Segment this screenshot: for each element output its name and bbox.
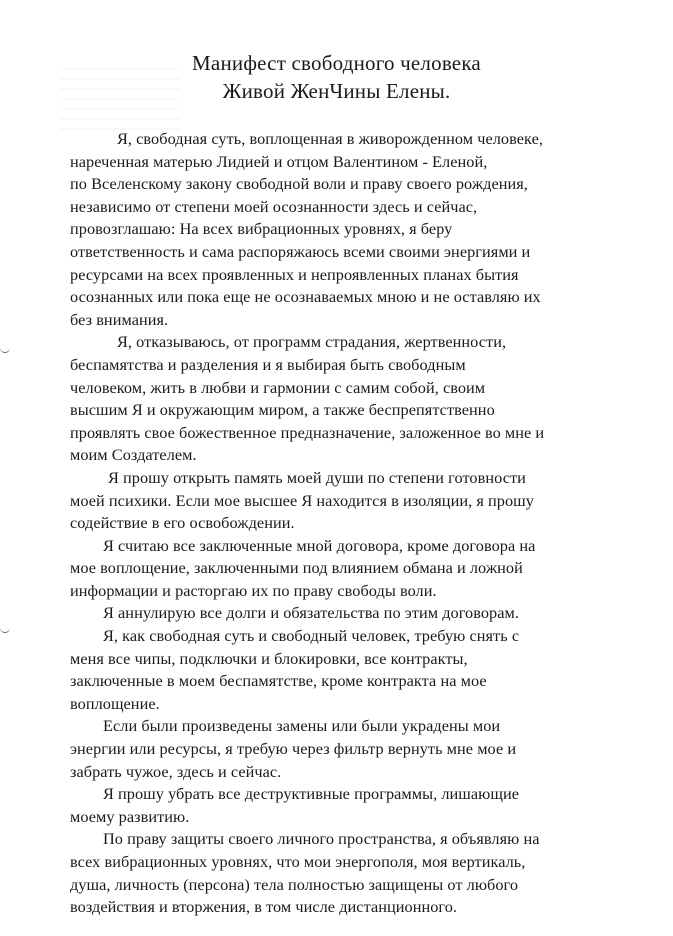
text-line: заключенные в моем беспамятстве, кроме контракта на мое <box>70 671 487 691</box>
text-line: всех вибрационных уровнях, что мои энергополя, моя вертикаль, <box>70 852 526 871</box>
text-line: проявлять свое божественное предназначение, заложенное во мне и <box>70 422 545 442</box>
text-line: моим Создателем. <box>70 445 197 465</box>
title-line-1: Манифест свободного человека <box>192 51 481 75</box>
hole-punch-mark <box>0 346 10 353</box>
text-line: моей психики. Если мое высшее Я находится в изоляции, я прошу <box>70 490 534 510</box>
text-line: Я прошу открыть память моей души по степени готовности <box>108 467 526 487</box>
text-line: Я прошу убрать все деструктивные программы, лишающие <box>103 784 519 804</box>
text-line: Я, свободная суть, воплощенная в живорожденном человеке, <box>117 129 543 148</box>
text-line: мое воплощение, заключенными под влиянием обмана и ложной <box>70 558 523 578</box>
title-line-2: Живой ЖенЧины Елены. <box>222 79 451 103</box>
text-line: информации и расторгаю их по праву свободы воли. <box>70 580 437 600</box>
text-line: меня все чипы, подключки и блокировки, все контракты, <box>70 648 468 668</box>
text-line: забрать чужое, здесь и сейчас. <box>70 761 282 781</box>
text-line: ресурсами на всех проявленных и непроявленных планах бытия <box>70 264 519 284</box>
text-line: воздействия и вторжения, в том числе дистанционного. <box>70 897 458 917</box>
text-line: Я аннулирую все долги и обязательства по этим договорам. <box>103 603 519 623</box>
text-line: осознанных или пока еще не осознаваемых мною и не оставляю их <box>70 287 541 307</box>
text-line: провозглашаю: На всех вибрационных уровнях, я беру <box>70 219 453 239</box>
text-line: без внимания. <box>70 309 169 329</box>
text-line: воплощение. <box>70 693 160 713</box>
text-line: Я, отказываюсь, от программ страдания, жертвенности, <box>117 332 507 352</box>
text-line: По праву защиты своего личного пространства, я объявляю на <box>103 829 540 849</box>
text-line: энергии или ресурсы, я требую через фильтр вернуть мне мое и <box>70 739 517 759</box>
text-line: душа, личность (персона) тела полностью защищены от любого <box>70 874 519 894</box>
text-line: независимо от степени моей осознанности здесь и сейчас, <box>70 196 478 216</box>
text-line: беспамятства и разделения и я выбирая быть свободным <box>70 354 466 374</box>
hole-punch-mark <box>0 626 10 633</box>
text-line: Я, как свободная суть и свободный человек, требую снять с <box>103 626 520 646</box>
manifest-body <box>70 128 670 919</box>
text-line: по Вселенскому закону свободной воли и праву своего рождения, <box>70 174 528 194</box>
text-line: Если были произведены замены или были украдены мои <box>103 716 501 736</box>
text-line: содействие в его освобождении. <box>70 513 295 533</box>
text-line: высшим Я и окружающим миром, а также беспрепятственно <box>70 400 495 420</box>
text-line: человеком, жить в любви и гармонии с самим собой, своим <box>70 377 486 397</box>
text-line: нареченная матерью Лидией и отцом Валентином - Еленой, <box>70 151 488 171</box>
text-line: моему развитию. <box>70 806 190 826</box>
text-line: Я считаю все заключенные мной договора, кроме договора на <box>103 535 536 555</box>
text-line: ответственность и сама распоряжаюсь всеми своими энергиями и <box>70 241 531 261</box>
